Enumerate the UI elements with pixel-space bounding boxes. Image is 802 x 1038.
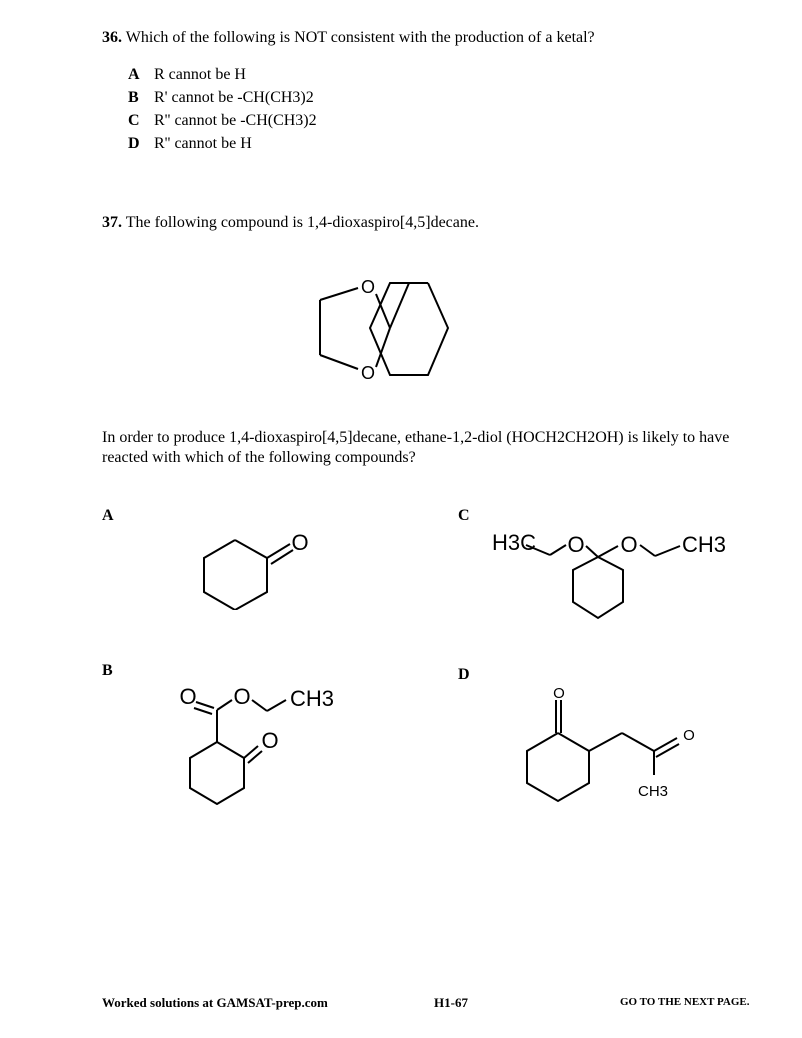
option-text: R cannot be H — [154, 66, 246, 83]
option-d[interactable] — [128, 135, 317, 158]
question-36-text: Which of the following is NOT consistent with the production of a ketal? — [125, 29, 595, 46]
ester-carbonyl-oxygen: O — [179, 684, 197, 709]
option-c[interactable] — [128, 112, 317, 135]
question-37-prompt: In order to produce 1,4-dioxaspiro[4,5]decane, ethane-1,2-diol (HOCH2CH2OH) is likely to have reacted with which of the following compounds? — [102, 429, 730, 466]
question-36-options — [128, 66, 317, 158]
choice-d-label[interactable]: D — [458, 666, 470, 683]
spiro-compound-structure — [300, 265, 530, 395]
choice-a-structure[interactable] — [190, 520, 320, 610]
ring-ketone-oxygen: O — [553, 685, 565, 702]
option-text: R' cannot be -CH(CH3)2 — [154, 89, 314, 106]
choice-c-label[interactable]: C — [458, 507, 470, 524]
choice-c-structure[interactable] — [480, 520, 750, 625]
ether-oxygen-right: O — [620, 532, 638, 557]
option-letter: D — [128, 135, 140, 152]
choice-a-label[interactable]: A — [102, 507, 114, 524]
spiro-oxygen-bottom: O — [360, 363, 376, 383]
ketone-oxygen: O — [261, 728, 279, 753]
ester-oxygen: O — [233, 684, 251, 709]
option-letter: C — [128, 112, 140, 129]
option-b[interactable] — [128, 89, 317, 112]
choice-b-structure[interactable] — [170, 680, 370, 805]
spiro-oxygen-top: O — [360, 277, 376, 297]
ch3-group: CH3 — [682, 532, 727, 557]
option-text: R'' cannot be H — [154, 135, 252, 152]
h3c-group: H3C — [492, 530, 537, 555]
methyl-ch3: CH3 — [637, 783, 669, 800]
option-a[interactable] — [128, 66, 317, 89]
option-letter: B — [128, 89, 139, 106]
question-36-title — [102, 29, 595, 47]
footer-worked-solutions: Worked solutions at GAMSAT-prep.com — [102, 995, 328, 1010]
question-37-number: 37. — [102, 214, 122, 231]
ketone-oxygen: O — [291, 530, 309, 555]
footer-page-number: H1-67 — [434, 995, 468, 1010]
choice-b-label[interactable]: B — [102, 662, 113, 679]
question-36-number: 36. — [102, 29, 122, 46]
footer-next-page: GO TO THE NEXT PAGE. — [620, 996, 750, 1008]
side-ketone-oxygen: O — [683, 727, 695, 744]
option-letter: A — [128, 66, 140, 83]
question-37-text: The following compound is 1,4-dioxaspiro[4,5]decane. — [125, 214, 479, 231]
ethyl-ch3: CH3 — [290, 686, 335, 711]
ether-oxygen-left: O — [567, 532, 585, 557]
question-37-title — [102, 214, 479, 232]
option-text: R'' cannot be -CH(CH3)2 — [154, 112, 317, 129]
choice-d-structure[interactable] — [515, 683, 715, 808]
